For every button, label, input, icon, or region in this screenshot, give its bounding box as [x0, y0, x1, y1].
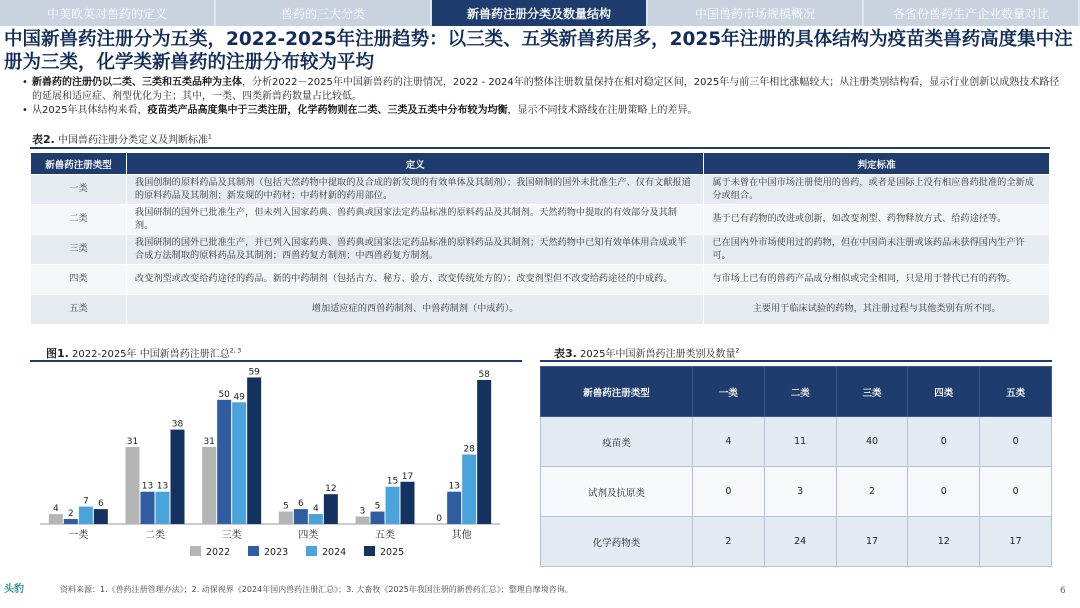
page-number: 6	[1060, 586, 1066, 596]
data-label: 59	[248, 367, 260, 378]
x-tick-label: 四类	[298, 530, 319, 541]
x-tick-label: 二类	[145, 530, 165, 541]
table-row	[541, 467, 1052, 517]
caption-sup: 2	[735, 347, 740, 355]
header-class-3: 三类	[836, 367, 908, 417]
header-type: 新兽药注册类型	[541, 367, 693, 417]
cell-value: 0	[908, 417, 980, 467]
caption-text: 2022-2025年 中国新兽药注册汇总	[72, 349, 230, 360]
legend-swatch	[248, 546, 259, 556]
bullet-emphasis: 疫苗类产品高度集中于三类注册，化学药物则在二类、三类及五类中分布较为均衡	[147, 105, 508, 116]
bullet-item	[22, 104, 1062, 118]
cell-value: 2	[693, 517, 765, 567]
cell-value: 0	[980, 417, 1052, 467]
bar-2022-0	[49, 514, 63, 524]
caption-sup: 2, 3	[229, 347, 242, 355]
bullet-emphasis: 新兽药的注册仍以二类、三类和五类品种为主体	[32, 77, 242, 88]
bullet-text: 从2025年具体结构来看，	[32, 105, 148, 116]
caption-number: 图1.	[46, 347, 69, 360]
figure1-rule	[30, 360, 522, 362]
legend-swatch	[306, 546, 317, 556]
brand-logo: 头豹	[4, 584, 24, 595]
cell-type: 四类	[31, 265, 127, 295]
table3-rule	[540, 360, 1052, 362]
data-label: 28	[463, 444, 475, 455]
data-label: 12	[325, 484, 337, 495]
header-class-2: 二类	[764, 367, 836, 417]
header-definition: 定义	[126, 153, 703, 175]
bar-2023-2	[217, 400, 231, 524]
cell-value: 40	[836, 417, 908, 467]
summary-bullets	[22, 76, 1062, 118]
bar-2025-4	[401, 482, 415, 524]
data-label: 5	[282, 501, 289, 512]
bar-2025-0	[94, 509, 108, 524]
cell-criteria: 基于已有药物的改进或创新，如改变剂型、药物释放方式、给药途径等。	[704, 205, 1050, 235]
x-tick-label: 三类	[221, 530, 242, 541]
table-row	[31, 265, 1050, 295]
caption-number: 表3.	[554, 347, 577, 360]
table2-caption	[32, 131, 212, 147]
table-row	[31, 205, 1050, 235]
bar-2024-1	[156, 492, 170, 524]
row-label: 化学药物类	[541, 517, 693, 567]
data-label: 13	[141, 481, 154, 492]
bar-2025-3	[324, 494, 338, 524]
x-tick-label: 一类	[68, 530, 89, 541]
cell-value: 4	[693, 417, 765, 467]
header-class-1: 一类	[693, 367, 765, 417]
tab-market-size[interactable]: 中国兽药市场规模概况	[648, 0, 862, 26]
data-label: 4	[52, 504, 59, 515]
registration-definition-table	[30, 152, 1050, 325]
top-navigation	[0, 0, 1080, 26]
row-label: 疫苗类	[541, 417, 693, 467]
tab-definitions[interactable]: 中美欧英对兽药的定义	[0, 0, 214, 26]
bar-2023-3	[294, 509, 308, 524]
bar-2024-3	[309, 514, 323, 524]
data-label: 15	[386, 476, 399, 487]
bullet-text: ，显示不同技术路线在注册策略上的差异。	[507, 105, 698, 116]
data-label: 13	[156, 481, 169, 492]
cell-type: 三类	[31, 235, 127, 265]
legend-label: 2024	[322, 547, 347, 558]
table2-rule	[30, 147, 1050, 149]
bar-2024-4	[386, 487, 400, 524]
data-label: 49	[233, 392, 245, 403]
bar-2022-3	[279, 512, 293, 524]
data-label: 6	[297, 499, 304, 510]
cell-type: 二类	[31, 205, 127, 235]
cell-value: 17	[980, 517, 1052, 567]
page-title: 中国新兽药注册分为五类，2022-2025年注册趋势：以三类、五类新兽药居多，2025年注册的具体结构为疫苗类兽药高度集中注册为三类，化学类新兽药的注册分布较为平均	[4, 29, 1073, 73]
cell-value: 17	[836, 517, 908, 567]
table-row	[541, 517, 1052, 567]
data-label: 2	[67, 509, 74, 520]
bar-2023-0	[64, 519, 78, 524]
registration-bar-chart	[30, 364, 530, 574]
bar-2025-1	[171, 430, 185, 524]
caption-text: 2025年中国新兽药注册类别及数量	[580, 349, 736, 360]
legend-swatch	[364, 546, 375, 556]
cell-value: 24	[764, 517, 836, 567]
x-tick-label: 五类	[375, 530, 395, 541]
bar-2024-5	[462, 454, 476, 524]
bar-2022-4	[356, 517, 370, 524]
bar-2023-5	[447, 492, 461, 524]
bullet-item	[22, 76, 1062, 104]
header-criteria: 判定标准	[704, 153, 1050, 175]
tab-three-categories[interactable]: 兽药的三大分类	[216, 0, 430, 26]
legend-label: 2025	[380, 547, 405, 558]
caption-text: 中国兽药注册分类定义及判断标准	[58, 135, 209, 146]
tab-registration-structure[interactable]: 新兽药注册分类及数量结构	[432, 0, 646, 26]
bar-2023-1	[141, 492, 155, 524]
table-row	[31, 175, 1050, 205]
table3-caption	[554, 345, 739, 361]
cell-definition: 增加适应症的西兽药制剂、中兽药制剂（中成药）。	[126, 295, 703, 325]
data-label: 5	[374, 501, 381, 512]
registration-summary-table	[540, 366, 1052, 567]
data-label: 13	[448, 481, 460, 492]
x-tick-label: 其他	[451, 530, 472, 541]
data-label: 6	[97, 499, 104, 510]
data-label: 31	[203, 437, 215, 447]
caption-sup: 1	[208, 133, 212, 141]
cell-definition: 改变剂型或改变给药途径的药品。新的中药制剂（包括古方、秘方、验方、改变传统处方的）；改变剂型但不改变给药途径的中成药。	[126, 265, 703, 295]
bullet-text: ，分析2022－2025年中国新兽药的注册情况，2022 - 2024年的整体注册数量保持在相对稳定区间，2025年与前三年相比涨幅较大；从注册类别结构看，显示行业创新以成熟技术路径的延展和适应症、剂型优化为主；其中，一类、四类新兽药数量占比较低。	[32, 77, 1060, 102]
data-label: 31	[126, 437, 139, 447]
header-class-5: 五类	[980, 367, 1052, 417]
bar-2022-1	[126, 447, 140, 524]
cell-value: 3	[764, 467, 836, 517]
legend-swatch	[190, 546, 201, 556]
bar-2025-5	[477, 380, 491, 524]
cell-definition: 我国研制的国外已批准生产，并已列入国家药典、兽药典或国家法定药品标准的原料药品及其制剂；天然药物中已知有效单体用合成或半合成方法制取的原料药品及其制剂；西兽药复方制剂；中西兽药复方制剂。	[126, 235, 703, 265]
table-row	[541, 417, 1052, 467]
cell-value: 11	[764, 417, 836, 467]
legend-label: 2023	[264, 547, 289, 558]
cell-value: 0	[980, 467, 1052, 517]
figure1-caption	[46, 345, 241, 361]
bar-2024-0	[79, 507, 93, 524]
source-footnote: 资料来源：1.《兽药注册管理办法》；2. 动保视界《2024年国内兽药注册汇总》；3. 大畜牧《2025年我国注册的新兽药汇总》；整理自摩境咨询。	[60, 585, 573, 594]
data-label: 7	[82, 496, 89, 507]
data-label: 3	[359, 506, 366, 517]
bar-2025-2	[247, 377, 261, 524]
cell-type: 一类	[31, 175, 127, 205]
bar-2024-2	[232, 402, 246, 524]
cell-value: 0	[693, 467, 765, 517]
data-label: 0	[436, 514, 443, 524]
cell-criteria: 已在国内外市场使用过的药物，但在中国尚未注册或该药品未获得国内生产许可。	[704, 235, 1050, 265]
tab-province-comparison[interactable]: 各省份兽药生产企业数量对比	[864, 0, 1078, 26]
data-label: 17	[401, 471, 414, 482]
data-label: 58	[478, 369, 490, 380]
cell-definition: 我国创制的原料药品及其制剂（包括天然药物中提取的及合成的新发现的有效单体及其制剂）；我国研制的国外未批准生产、仅有文献报道的原料药品及其制剂；新发现的中药材；中药材新的药用部位。	[126, 175, 703, 205]
header-type: 新兽药注册类型	[31, 153, 127, 175]
cell-value: 0	[908, 467, 980, 517]
cell-criteria: 属于未曾在中国市场注册使用的兽药，或者是国际上没有相应兽药批准的全新成分或组合。	[704, 175, 1050, 205]
cell-definition: 我国研制的国外已批准生产，但未列入国家药典、兽药典或国家法定药品标准的原料药品及其制剂。天然药物中提取的有效部分及其制剂。	[126, 205, 703, 235]
data-label: 4	[312, 504, 319, 515]
cell-value: 12	[908, 517, 980, 567]
cell-criteria: 与市场上已有的兽药产品成分相似或完全相同，只是用于替代已有的药物。	[704, 265, 1050, 295]
data-label: 50	[218, 389, 230, 400]
table-row	[31, 295, 1050, 325]
bar-2023-4	[371, 512, 385, 524]
table-row	[31, 235, 1050, 265]
row-label: 试剂及抗原类	[541, 467, 693, 517]
legend-label: 2022	[206, 547, 231, 558]
cell-type: 五类	[31, 295, 127, 325]
caption-number: 表2.	[32, 133, 55, 146]
bar-2022-2	[202, 447, 216, 524]
header-class-4: 四类	[908, 367, 980, 417]
cell-value: 2	[836, 467, 908, 517]
data-label: 38	[171, 419, 184, 430]
cell-criteria: 主要用于临床试验的药物，其注册过程与其他类别有所不同。	[704, 295, 1050, 325]
